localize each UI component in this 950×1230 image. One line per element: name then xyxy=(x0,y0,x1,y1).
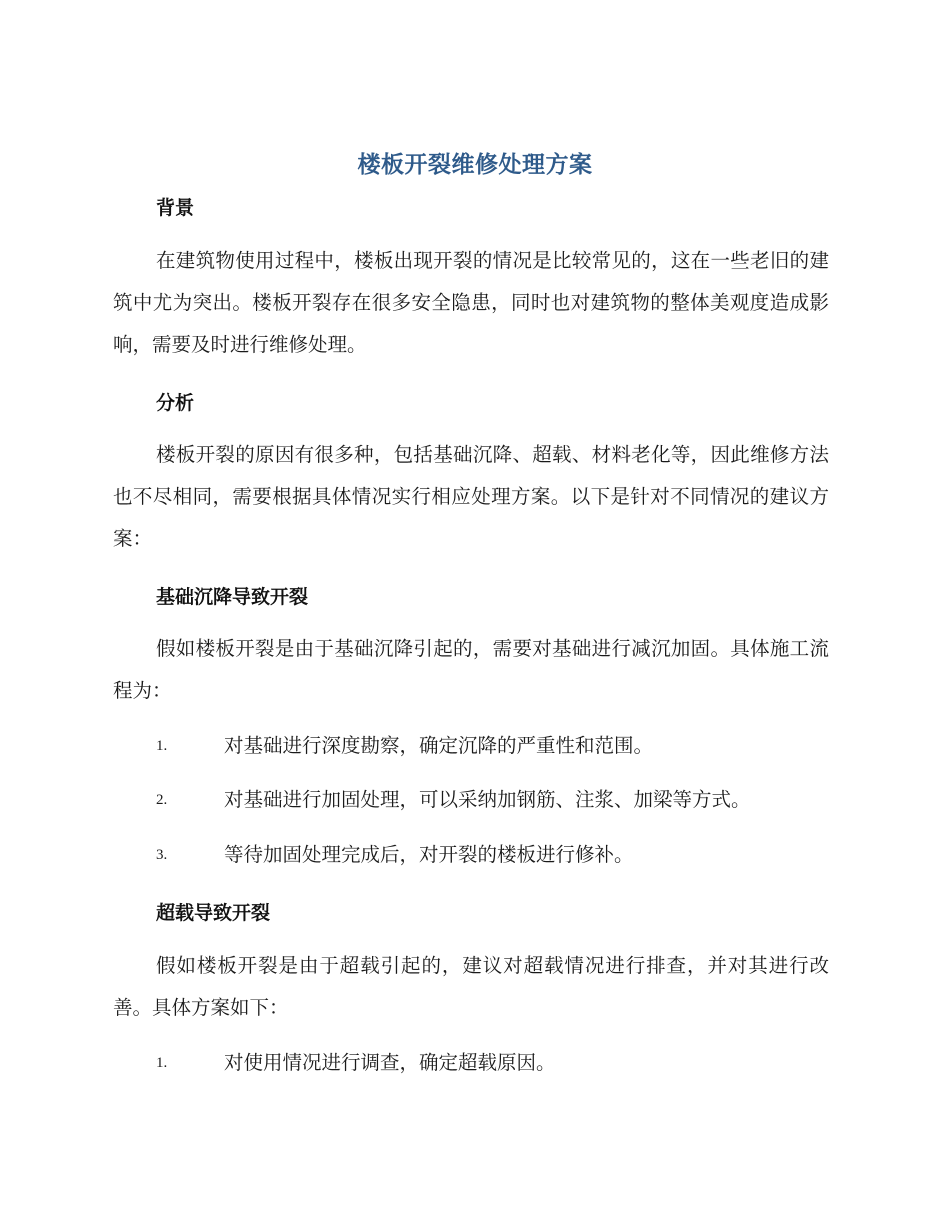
list-text: 等待加固处理完成后，对开裂的楼板进行修补。 xyxy=(224,843,634,866)
list-number: 1. xyxy=(156,738,168,754)
list-number: 2. xyxy=(156,792,168,808)
paragraph-settlement: 假如楼板开裂是由于基础沉降引起的，需要对基础进行减沉加固。具体施工流程为： xyxy=(113,637,829,702)
heading-overload: 超载导致开裂 xyxy=(156,902,271,924)
list-item xyxy=(156,785,836,815)
heading-analysis: 分析 xyxy=(156,392,195,414)
paragraph-overload: 假如楼板开裂是由于超载引起的，建议对超载情况进行排查，并对其进行改善。具体方案如下： xyxy=(113,954,829,1019)
list-item xyxy=(156,1048,836,1078)
list-item xyxy=(156,731,836,761)
list-text: 对基础进行深度勘察，确定沉降的严重性和范围。 xyxy=(224,734,654,757)
list-text: 对基础进行加固处理，可以采纳加钢筋、注浆、加梁等方式。 xyxy=(224,788,751,811)
paragraph-analysis: 楼板开裂的原因有很多种，包括基础沉降、超载、材料老化等，因此维修方法也不尽相同，需要根据具体情况实行相应处理方案。以下是针对不同情况的建议方案： xyxy=(113,443,829,550)
list-text: 对使用情况进行调查，确定超载原因。 xyxy=(224,1051,556,1074)
paragraph-background: 在建筑物使用过程中，楼板出现开裂的情况是比较常见的，这在一些老旧的建筑中尤为突出。楼板开裂存在很多安全隐患，同时也对建筑物的整体美观度造成影响，需要及时进行维修处理。 xyxy=(113,249,829,356)
list-number: 1. xyxy=(156,1055,168,1071)
document-title: 楼板开裂维修处理方案 xyxy=(357,152,593,178)
list-item xyxy=(156,840,836,870)
heading-settlement: 基础沉降导致开裂 xyxy=(156,586,309,608)
list-number: 3. xyxy=(156,847,168,863)
heading-background: 背景 xyxy=(156,197,195,219)
